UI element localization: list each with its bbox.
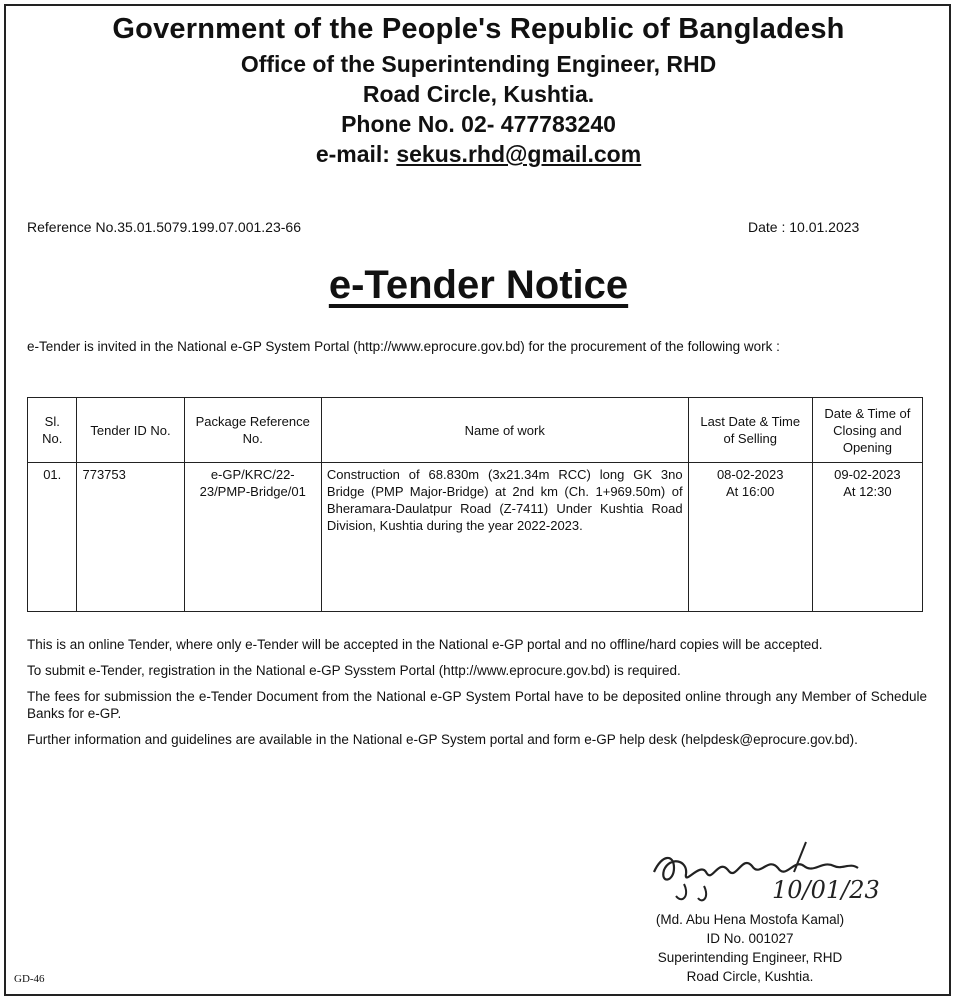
cell-work: Construction of 68.830m (3x21.34m RCC) long GK 3no Bridge (PMP Major-Bridge) at 2nd km (Ch. 1+969.50m) of Bheramara-Daulatpur Road (Z-7411) Under Kushtia Road Division, Kushtia during the year 2022-2023. [321, 463, 688, 612]
cell-package: e-GP/KRC/22-23/PMP-Bridge/01 [184, 463, 321, 612]
header-sl: Sl. No. [28, 398, 77, 463]
table-row [28, 463, 923, 612]
note-online-tender: This is an online Tender, where only e-Tender will be accepted in the National e-GP portal and no offline/hard copies will be accepted. [27, 637, 823, 652]
signatory-designation: Superintending Engineer, RHD [657, 950, 843, 965]
signatory-office: Road Circle, Kushtia. [686, 969, 814, 984]
cell-tender-id: 773753 [77, 463, 184, 612]
signatory-block [600, 910, 900, 986]
header-work: Name of work [321, 398, 688, 463]
cell-sl: 01. [28, 463, 77, 612]
email-link[interactable]: sekus.rhd@gmail.com [396, 141, 642, 167]
cell-closing [812, 463, 922, 612]
notice-title [0, 263, 957, 308]
notice-title-text: e-Tender Notice [328, 263, 629, 307]
office-phone: Phone No. 02- 477783240 [341, 111, 616, 137]
tender-table [27, 397, 923, 612]
notice-date: Date : 10.01.2023 [748, 219, 860, 235]
reference-number: Reference No.35.01.5079.199.07.001.23-66 [27, 219, 301, 235]
form-code: GD-46 [14, 973, 45, 985]
government-name: Government of the People's Republic of Bangladesh [112, 13, 845, 45]
signature-scribble [644, 832, 884, 922]
signatory-name: (Md. Abu Hena Mostofa Kamal) [655, 912, 845, 927]
office-address: Road Circle, Kushtia. [362, 81, 595, 107]
header-tender-id: Tender ID No. [77, 398, 184, 463]
closing-time: At 12:30 [843, 484, 892, 499]
email-label: e-mail: [315, 141, 390, 167]
note-helpdesk: Further information and guidelines are available in the National e-GP System portal and form e-GP help desk (helpdesk@eprocure.gov.bd). [27, 732, 858, 747]
cell-selling [688, 463, 812, 612]
header-closing: Date & Time of Closing and Opening [812, 398, 922, 463]
selling-time: At 16:00 [725, 484, 775, 499]
office-email [0, 139, 957, 169]
intro-paragraph: e-Tender is invited in the National e-GP System Portal (http://www.eprocure.gov.bd) for the procurement of the following work : [27, 339, 780, 354]
letterhead [0, 12, 957, 169]
header-package: Package Reference No. [184, 398, 321, 463]
note-fees: The fees for submission the e-Tender Document from the National e-GP System Portal have to be deposited online through any Member of Schedule Banks for e-GP. [27, 689, 927, 721]
office-name: Office of the Superintending Engineer, RHD [240, 51, 717, 77]
signature-date: 10/01/23 [772, 876, 880, 904]
signatory-id: ID No. 001027 [706, 931, 794, 946]
header-selling: Last Date & Time of Selling [688, 398, 812, 463]
selling-date: 08-02-2023 [716, 467, 784, 482]
notes-section [27, 636, 927, 757]
closing-date: 09-02-2023 [834, 467, 901, 482]
table-header-row [28, 398, 923, 463]
note-registration: To submit e-Tender, registration in the National e-GP Sysstem Portal (http://www.eprocure.gov.bd) is required. [27, 663, 681, 678]
